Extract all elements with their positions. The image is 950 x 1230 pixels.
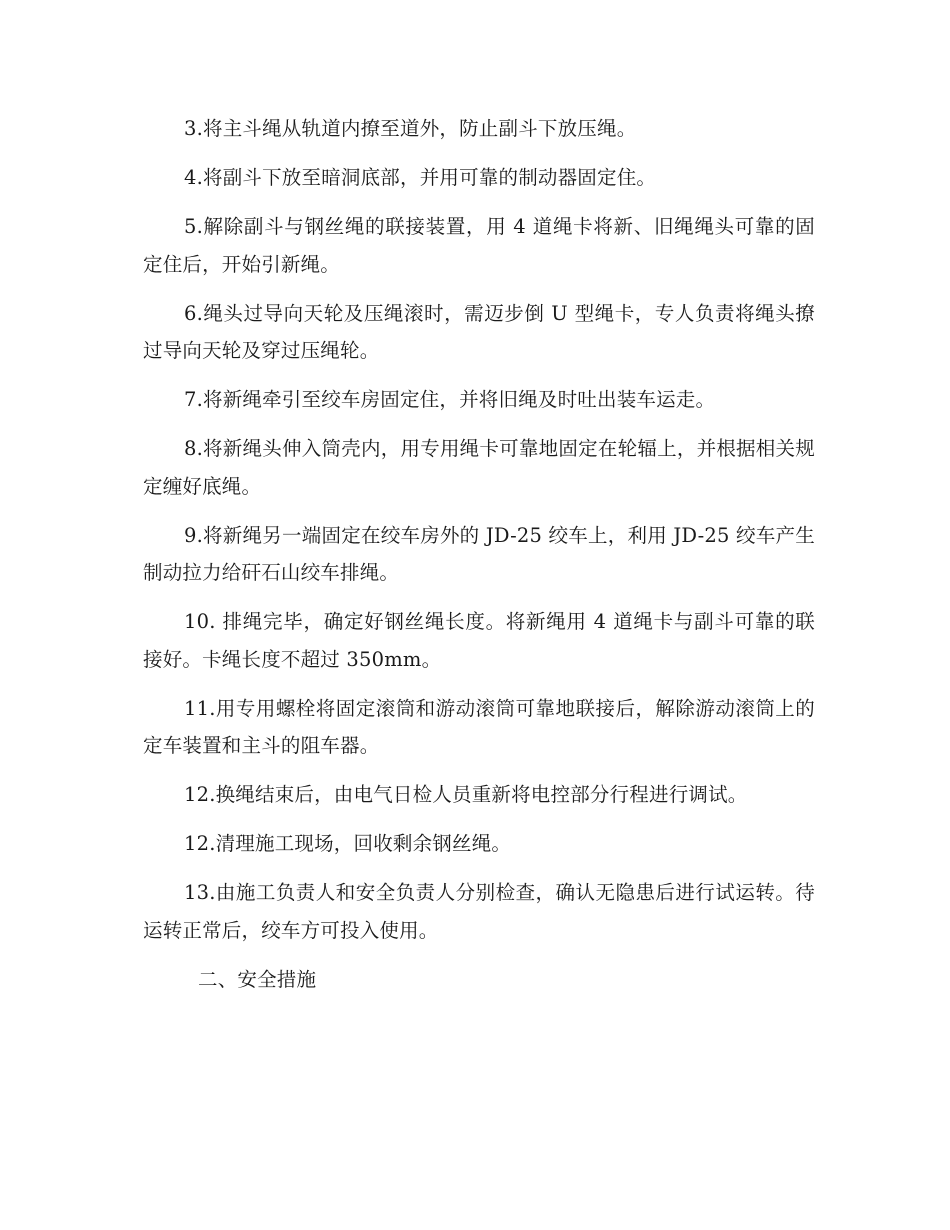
step-paragraph-8: 8.将新绳头伸入筒壳内，用专用绳卡可靠地固定在轮辐上，并根据相关规定缠好底绳。 (143, 437, 815, 498)
step-paragraph-7: 7.将新绳牵引至绞车房固定住，并将旧绳及时吐出装车运走。 (184, 388, 716, 411)
step-paragraph-12b: 12.清理施工现场，回收剩余钢丝绳。 (184, 832, 512, 855)
step-paragraph-13: 13.由施工负责人和安全负责人分别检查，确认无隐患后进行试运转。待运转正常后，绞车方可投入使用。 (143, 881, 815, 942)
step-paragraph-12a: 12.换绳结束后，由电气日检人员重新将电控部分行程进行调试。 (184, 783, 748, 806)
step-paragraph-4: 4.将副斗下放至暗洞底部，并用可靠的制动器固定住。 (184, 166, 657, 189)
step-paragraph-3: 3.将主斗绳从轨道内撩至道外，防止副斗下放压绳。 (184, 117, 637, 140)
step-paragraph-6: 6.绳头过导向天轮及压绳滚时，需迈步倒 U 型绳卡，专人负责将绳头撩过导向天轮及穿过压绳轮。 (143, 301, 815, 362)
step-paragraph-10: 10. 排绳完毕，确定好钢丝绳长度。将新绳用 4 道绳卡与副斗可靠的联接好。卡绳长度不超过 350mm。 (143, 610, 815, 671)
document-body (143, 110, 815, 998)
step-paragraph-11: 11.用专用螺栓将固定滚筒和游动滚筒可靠地联接后，解除游动滚筒上的定车装置和主斗的阻车器。 (143, 696, 815, 757)
step-paragraph-9: 9.将新绳另一端固定在绞车房外的 JD-25 绞车上，利用 JD-25 绞车产生制动拉力给矸石山绞车排绳。 (143, 523, 815, 584)
section-heading: 二、安全措施 (198, 967, 317, 991)
step-paragraph-5: 5.解除副斗与钢丝绳的联接装置，用 4 道绳卡将新、旧绳绳头可靠的固定住后，开始引新绳。 (143, 215, 815, 276)
